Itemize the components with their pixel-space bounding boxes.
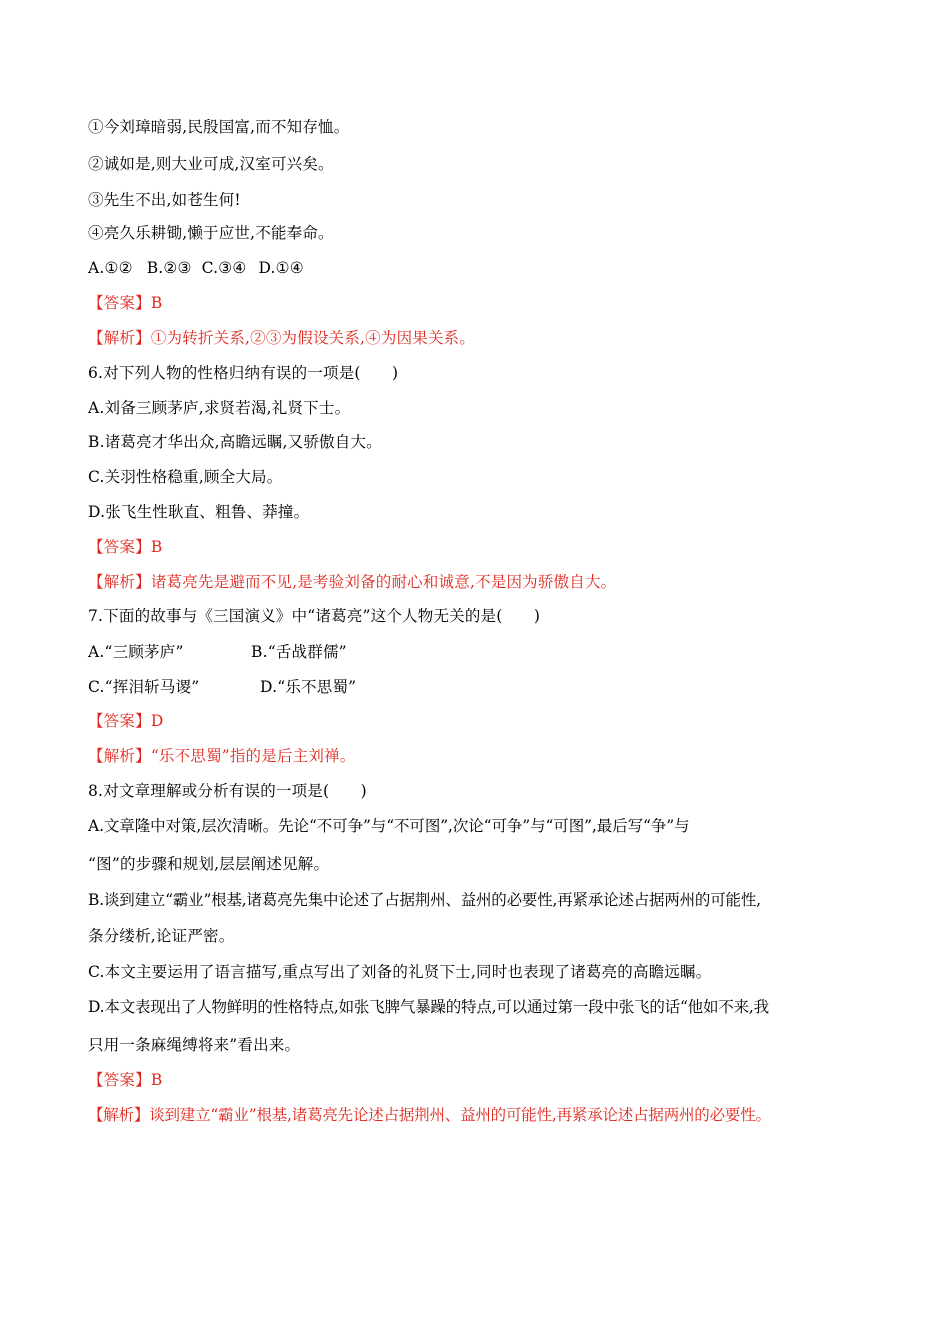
analysis-label: 【解析】	[88, 573, 151, 591]
answer-label: 【答案】	[88, 712, 151, 730]
q5-option-c: C.③④	[201, 259, 247, 277]
q7-option-c: C.“挥泪斩马谡”	[88, 678, 200, 696]
q5-option-d: D.①④	[258, 259, 304, 277]
answer-value: B	[150, 294, 163, 312]
q8-option-b-line-1: B.谈到建立“霸业”根基,诸葛亮先集中论述了占据荆州、益州的必要性,再紧承论述占据两州的可能性,	[88, 891, 761, 909]
q7-options-row-1	[88, 642, 347, 662]
q8-option-c: C.本文主要运用了语言描写,重点写出了刘备的礼贤下士,同时也表现了诸葛亮的高瞻远瞩。	[88, 963, 712, 981]
analysis-text: 诸葛亮先是避而不见,是考验刘备的耐心和诚意,不是因为骄傲自大。	[150, 573, 617, 591]
q6-analysis	[88, 572, 616, 592]
q8-stem: 8.对文章理解或分析有误的一项是( )	[88, 782, 367, 800]
analysis-label: 【解析】	[88, 1106, 150, 1124]
q8-analysis	[88, 1105, 771, 1125]
q8-option-a-line-2: “图”的步骤和规划,层层阐述见解。	[88, 855, 330, 873]
analysis-text: ①为转折关系,②③为假设关系,④为因果关系。	[150, 329, 476, 347]
analysis-text: 谈到建立“霸业”根基,诸葛亮先论述占据荆州、益州的可能性,再紧承论述占据两州的必要性。	[149, 1106, 771, 1124]
q7-analysis	[88, 746, 355, 766]
q7-stem: 7.下面的故事与《三国演义》中“诸葛亮”这个人物无关的是( )	[88, 607, 541, 625]
q8-option-b-line-2: 条分缕析,论证严密。	[88, 927, 235, 945]
q6-option-a: A.刘备三顾茅庐,求贤若渴,礼贤下士。	[88, 399, 351, 417]
q5-option-b: B.②③	[146, 259, 192, 277]
q6-answer	[88, 537, 162, 557]
answer-value: B	[150, 538, 163, 556]
q8-option-d-line-1: D.本文表现出了人物鲜明的性格特点,如张飞脾气暴躁的特点,可以通过第一段中张飞的话“他如不来,我	[88, 998, 769, 1016]
answer-value: B	[150, 1071, 163, 1089]
q5-options	[88, 258, 304, 278]
q8-answer	[88, 1070, 162, 1090]
q5-item-4: ④亮久乐耕锄,懒于应世,不能奉命。	[88, 224, 334, 242]
q5-analysis	[88, 328, 475, 348]
answer-label: 【答案】	[88, 294, 151, 312]
q6-option-b: B.诸葛亮才华出众,高瞻远瞩,又骄傲自大。	[88, 433, 382, 451]
q7-option-d: D.“乐不思蜀”	[260, 678, 357, 696]
q5-item-2: ②诚如是,则大业可成,汉室可兴矣。	[88, 155, 334, 173]
q8-option-d-line-2: 只用一条麻绳缚将来”看出来。	[88, 1036, 301, 1054]
answer-label: 【答案】	[88, 1071, 151, 1089]
answer-value: D	[150, 712, 164, 730]
q6-option-d: D.张飞生性耿直、粗鲁、莽撞。	[88, 503, 310, 521]
q7-options-row-2	[88, 677, 356, 697]
answer-label: 【答案】	[88, 538, 151, 556]
q6-stem: 6.对下列人物的性格归纳有误的一项是( )	[88, 364, 399, 382]
q7-option-b: B.“舌战群儒”	[251, 643, 347, 661]
analysis-label: 【解析】	[88, 329, 151, 347]
q8-option-a-line-1: A.文章隆中对策,层次清晰。先论“不可争”与“不可图”,次论“可争”与“可图”,最后写“争”与	[88, 817, 690, 835]
analysis-label: 【解析】	[88, 747, 151, 765]
q7-answer	[88, 711, 163, 731]
q6-option-c: C.关羽性格稳重,顾全大局。	[88, 468, 283, 486]
q5-item-1: ①今刘璋暗弱,民殷国富,而不知存恤。	[88, 118, 350, 136]
analysis-text: “乐不思蜀”指的是后主刘禅。	[150, 747, 356, 765]
q5-item-3: ③先生不出,如苍生何!	[88, 191, 241, 209]
q5-option-a: A.①②	[88, 259, 133, 277]
q7-option-a: A.“三顾茅庐”	[88, 643, 184, 661]
q5-answer	[88, 293, 162, 313]
